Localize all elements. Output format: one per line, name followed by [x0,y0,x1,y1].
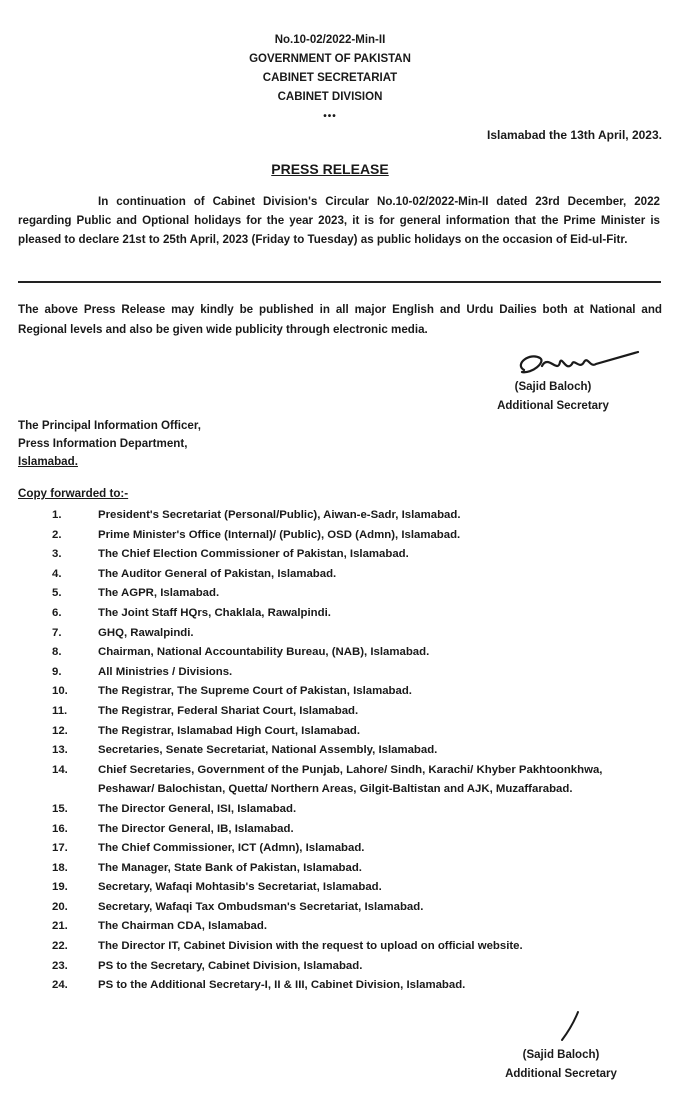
copy-list-text: The Director General, ISI, Islamabad. [98,802,297,815]
copy-list-number: 24. [52,979,68,992]
publication-paragraph: The above Press Release may kindly be published in all major English and Urdu Dailies both at National and Regional levels and also be given wide publicity through electronic media. [18,303,662,336]
copy-list-number: 10. [52,685,68,698]
signatory-designation: Additional Secretary [497,400,609,412]
copy-list-item [18,937,648,957]
copy-list-item [18,682,648,702]
copy-list-number: 22. [52,940,68,953]
addressee-block [18,417,201,471]
copy-list-item [18,839,648,859]
copy-list-text: Secretaries, Senate Secretariat, National Assembly, Islamabad. [98,744,438,757]
copy-list-item [18,800,648,820]
copy-list-text: The Chief Election Commissioner of Pakistan, Islamabad. [98,548,409,561]
copy-forwarded-list [18,506,648,996]
copy-list-item [18,878,648,898]
copy-list-text: The Manager, State Bank of Pakistan, Islamabad. [98,861,362,874]
copy-list-item [18,741,648,761]
copy-list-item [18,604,648,624]
copy-list-text: President's Secretariat (Personal/Public), Aiwan-e-Sadr, Islamabad. [98,509,461,521]
reference-number: No.10-02/2022-Min-II [274,34,386,46]
copy-list-number: 7. [52,626,62,639]
copy-list-number: 5. [52,587,62,600]
signatory-name-2: (Sajid Baloch) [522,1049,600,1061]
letterhead [0,31,660,126]
copy-list-text: All Ministries / Divisions. [98,665,233,678]
copy-list-item [18,917,648,937]
copy-list-text: The Registrar, The Supreme Court of Pakistan, Islamabad. [98,685,412,698]
copy-list-item [18,565,648,585]
copy-list-item [18,957,648,977]
copy-list-item [18,898,648,918]
copy-list-number: 18. [52,861,68,874]
copy-list-number: 17. [52,842,68,855]
signature-scribble-2 [556,1008,586,1044]
copy-list-number: 1. [52,509,62,521]
copy-list-text: Secretary, Wafaqi Mohtasib's Secretariat, Islamabad. [98,881,382,894]
addressee-line-1: The Principal Information Officer, [18,419,201,432]
copy-list-text: The Registrar, Islamabad High Court, Islamabad. [98,724,361,737]
copy-list-item [18,976,648,996]
copy-list-text: The Joint Staff HQrs, Chaklala, Rawalpindi. [98,606,331,619]
copy-list-number: 23. [52,959,68,972]
govt-line: GOVERNMENT OF PAKISTAN [249,53,411,65]
copy-list-text: Prime Minister's Office (Internal)/ (Public), OSD (Admn), Islamabad. [98,528,461,541]
copy-list-item [18,584,648,604]
copy-list-item [18,545,648,565]
copy-list-number: 20. [52,900,68,913]
copy-list-number: 14. [52,763,68,776]
copy-list-number: 13. [52,744,68,757]
copy-list-item [18,624,648,644]
copy-list-text: The Director IT, Cabinet Division with the request to upload on official website. [98,940,523,953]
copy-list-item [18,761,648,800]
copy-list-number: 6. [52,606,62,619]
copy-list-text: Secretary, Wafaqi Tax Ombudsman's Secretariat, Islamabad. [98,900,424,913]
copy-list-item [18,859,648,879]
signatory-designation-2: Additional Secretary [505,1068,617,1080]
signatory-name: (Sajid Baloch) [514,381,592,393]
body-paragraph-text: In continuation of Cabinet Division's Circular No.10-02/2022-Min-II dated 23rd December, 2022 regarding Public and Optional holidays for the year 2023, it is for general information that the Prime Minister is pleased to declare 21st to 25th April, 2023 (Friday to Tuesday) as public holidays on the occasion of Eid-ul-Fitr. [18,195,660,246]
copy-list-item [18,663,648,683]
copy-list-text: PS to the Additional Secretary-I, II & III, Cabinet Division, Islamabad. [98,979,466,992]
copy-list-number: 19. [52,881,68,894]
copy-list-item [18,820,648,840]
copy-list-text: PS to the Secretary, Cabinet Division, Islamabad. [98,959,363,972]
body-paragraph [18,192,660,249]
secretariat-line: CABINET SECRETARIAT [262,72,398,84]
copy-list-text: The Chairman CDA, Islamabad. [98,920,268,933]
addressee-line-3: Islamabad. [18,455,78,468]
copy-list-number: 12. [52,724,68,737]
signature-block-1 [478,378,628,416]
copy-list-text: Chairman, National Accountability Bureau, (NAB), Islamabad. [98,646,430,659]
copy-list-text: The AGPR, Islamabad. [98,587,220,600]
copy-list-number: 8. [52,646,62,659]
copy-list-item [18,526,648,546]
copy-list-number: 21. [52,920,68,933]
copy-list-text: The Chief Commissioner, ICT (Admn), Islamabad. [98,842,365,855]
copy-list-number: 15. [52,802,68,815]
copy-list-number: 16. [52,822,68,835]
copy-list-text: The Auditor General of Pakistan, Islamabad. [98,567,337,580]
copy-forwarded-heading: Copy forwarded to:- [18,487,129,500]
copy-list-text: The Registrar, Federal Shariat Court, Islamabad. [98,704,359,717]
copy-list-item [18,702,648,722]
issue-date: Islamabad the 13th April, 2023. [487,128,662,142]
separator-dots: ••• [323,111,337,122]
copy-list-number: 4. [52,567,62,580]
copy-list-number: 9. [52,665,62,678]
signature-block-2 [486,1046,636,1084]
copy-list-item [18,722,648,742]
copy-list-text: GHQ, Rawalpindi. [98,626,194,639]
division-line: CABINET DIVISION [277,91,383,103]
horizontal-divider [18,281,661,283]
copy-list-text: Chief Secretaries, Government of the Punjab, Lahore/ Sindh, Karachi/ Khyber Pakhtoonkhwa, Peshawar/ Balochistan, Quetta/ Northern Areas, Gilgit-Baltistan and AJK, Muzaffarabad. [98,763,603,796]
copy-list-number: 2. [52,528,62,541]
copy-list-number: 11. [52,704,68,717]
copy-list-item [18,506,648,526]
addressee-line-2: Press Information Department, [18,437,188,450]
copy-list-text: The Director General, IB, Islamabad. [98,822,294,835]
copy-list-item [18,643,648,663]
copy-list-number: 3. [52,548,62,561]
document-title: PRESS RELEASE [271,161,389,177]
